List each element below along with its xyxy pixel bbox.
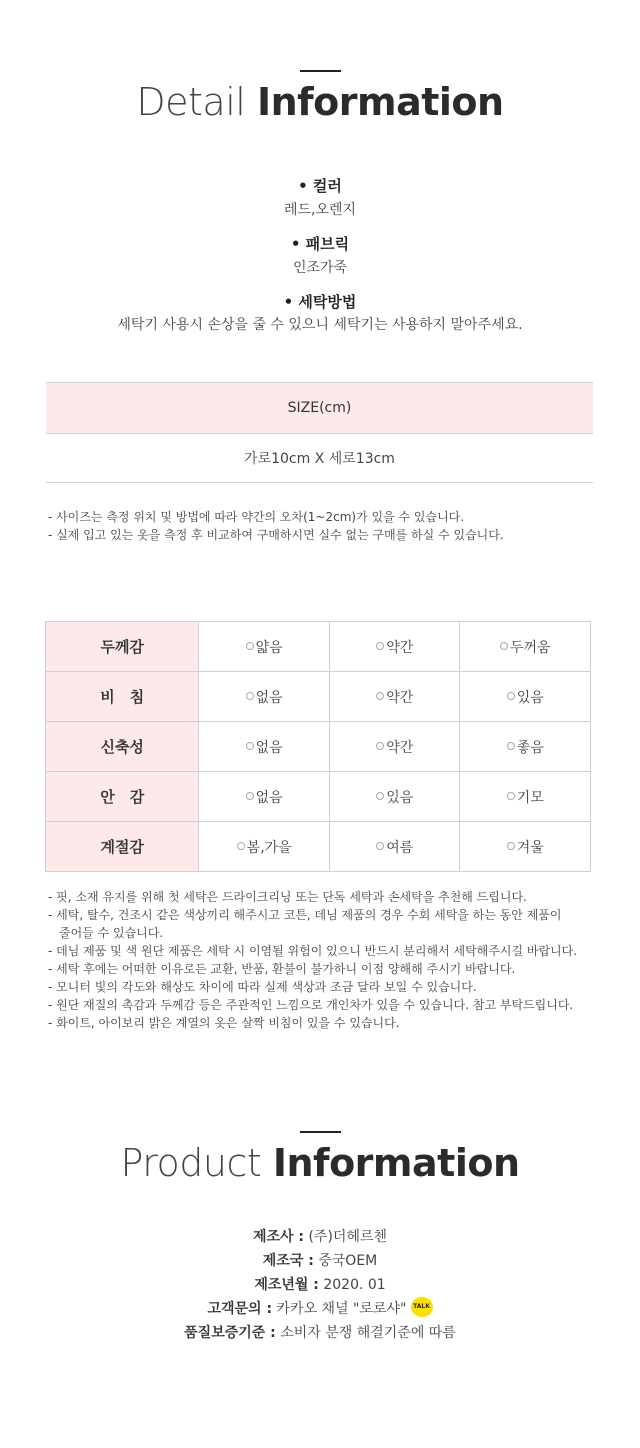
- size-header: SIZE(cm): [46, 383, 593, 434]
- size-notes: [48, 508, 608, 544]
- option-label: 겨울: [516, 839, 544, 856]
- attr-value-wash: 세탁기 사용시 손상을 줄 수 있으니 세탁기는 사용하지 말아주세요.: [117, 317, 523, 333]
- size-table: [46, 382, 593, 483]
- detail-title: [0, 80, 640, 124]
- product-title-light: Product: [120, 1141, 262, 1185]
- radio-circle-icon: [246, 742, 254, 750]
- product-title-bold: Information: [272, 1141, 520, 1185]
- option-label: 약간: [386, 739, 414, 756]
- property-label: 안 감: [46, 772, 199, 822]
- care-note: - 핏, 소재 유지를 위해 첫 세탁은 드라이크리닝 또는 단독 세탁과 손세탁을 추천해 드립니다.: [48, 890, 527, 904]
- kakao-talk-icon[interactable]: TALK: [411, 1297, 433, 1317]
- info-value: 중국OEM: [318, 1253, 378, 1269]
- radio-circle-icon: [507, 692, 515, 700]
- table-row: [46, 822, 591, 872]
- property-option: [199, 722, 330, 772]
- option-label: 없음: [255, 739, 283, 756]
- info-value: 2020. 01: [323, 1277, 386, 1293]
- option-label: 없음: [255, 689, 283, 706]
- info-label: 제조사 :: [252, 1229, 305, 1245]
- attr-value-color: 레드,오렌지: [283, 202, 357, 218]
- property-option: [199, 622, 330, 672]
- table-row: [46, 772, 591, 822]
- radio-circle-icon: [507, 792, 515, 800]
- attr-value-fabric: 인조가죽: [292, 260, 348, 276]
- radio-circle-icon: [500, 642, 508, 650]
- care-note: 줄어들 수 있습니다.: [59, 926, 164, 940]
- care-note: - 모니터 빛의 각도와 해상도 차이에 따라 실제 색상과 조금 달라 보일 수 있습니다.: [48, 980, 477, 994]
- info-label: 품질보증기준 :: [184, 1325, 276, 1341]
- radio-circle-icon: [237, 842, 245, 850]
- property-option: [199, 772, 330, 822]
- radio-circle-icon: [507, 842, 515, 850]
- info-label: 제조년월 :: [254, 1277, 319, 1293]
- product-info-row: [0, 1322, 640, 1342]
- option-label: 약간: [386, 689, 414, 706]
- care-note: - 세탁, 탈수, 건조시 같은 색상끼리 해주시고 코튼, 데님 제품의 경우 수회 세탁을 하는 동안 제품이: [48, 908, 562, 922]
- property-label: 계절감: [46, 822, 199, 872]
- property-label: 두께감: [46, 622, 199, 672]
- care-notes: [48, 888, 608, 1032]
- property-option: [329, 772, 460, 822]
- table-row: [46, 622, 591, 672]
- care-note: - 원단 재질의 촉감과 두께감 등은 주관적인 느낌으로 개인차가 있을 수 있습니다. 참고 부탁드립니다.: [48, 998, 574, 1012]
- product-info-row: [0, 1226, 640, 1246]
- option-label: 있음: [386, 789, 414, 806]
- detail-title-bold: Information: [256, 80, 504, 124]
- option-label: 얇음: [255, 639, 283, 656]
- property-option: [460, 772, 591, 822]
- radio-circle-icon: [376, 642, 384, 650]
- attr-label-color: • 컬러: [298, 177, 342, 195]
- radio-circle-icon: [376, 792, 384, 800]
- table-row: [46, 722, 591, 772]
- properties-table: [45, 621, 591, 872]
- radio-circle-icon: [507, 742, 515, 750]
- size-value: 가로10cm X 세로13cm: [46, 434, 593, 483]
- option-label: 좋음: [516, 739, 544, 756]
- care-note: - 화이트, 아이보리 밝은 계열의 옷은 살짝 비침이 있을 수 있습니다.: [48, 1016, 400, 1030]
- property-option: [199, 672, 330, 722]
- product-title: [0, 1141, 640, 1185]
- info-value: 카카오 채널 "로로샤": [276, 1301, 407, 1317]
- radio-circle-icon: [376, 742, 384, 750]
- property-option: [460, 622, 591, 672]
- option-label: 없음: [255, 789, 283, 806]
- property-option: [329, 672, 460, 722]
- option-label: 있음: [516, 689, 544, 706]
- care-note: - 세탁 후에는 어떠한 이유로든 교환, 반품, 환불이 불가하니 이점 양해해 주시기 바랍니다.: [48, 962, 516, 976]
- product-info-row: [0, 1274, 640, 1294]
- size-note: - 사이즈는 측정 위치 및 방법에 따라 약간의 오차(1~2cm)가 있을 수 있습니다.: [48, 510, 465, 524]
- attr-label-fabric: • 패브릭: [290, 235, 350, 253]
- property-option: [199, 822, 330, 872]
- info-label: 고객문의 :: [207, 1301, 273, 1317]
- product-info-row: [0, 1298, 640, 1319]
- radio-circle-icon: [376, 842, 384, 850]
- property-option: [460, 822, 591, 872]
- property-label: 신축성: [46, 722, 199, 772]
- radio-circle-icon: [246, 642, 254, 650]
- care-note: - 데님 제품 및 색 원단 제품은 세탁 시 이염될 위험이 있으니 반드시 분리해서 세탁해주시길 바랍니다.: [48, 944, 578, 958]
- title-rule-top: [300, 70, 341, 72]
- radio-circle-icon: [376, 692, 384, 700]
- option-label: 약간: [386, 639, 414, 656]
- radio-circle-icon: [246, 692, 254, 700]
- option-label: 여름: [386, 839, 414, 856]
- info-value: (주)더헤르첸: [308, 1229, 388, 1245]
- detail-title-light: Detail: [136, 80, 246, 124]
- product-info-row: [0, 1250, 640, 1270]
- attr-label-wash: • 세탁방법: [283, 293, 357, 311]
- size-note: - 실제 입고 있는 옷을 측정 후 비교하여 구매하시면 실수 없는 구매를 하실 수 있습니다.: [48, 528, 504, 542]
- property-option: [460, 672, 591, 722]
- property-option: [329, 622, 460, 672]
- option-label: 기모: [516, 789, 544, 806]
- property-option: [329, 822, 460, 872]
- option-label: 두꺼움: [509, 639, 551, 656]
- title-rule-bottom: [300, 1131, 341, 1133]
- option-label: 봄,가을: [246, 839, 292, 856]
- radio-circle-icon: [246, 792, 254, 800]
- property-label: 비 침: [46, 672, 199, 722]
- info-label: 제조국 :: [262, 1253, 314, 1269]
- property-option: [460, 722, 591, 772]
- property-option: [329, 722, 460, 772]
- info-value: 소비자 분쟁 해결기준에 따름: [280, 1325, 456, 1341]
- table-row: [46, 672, 591, 722]
